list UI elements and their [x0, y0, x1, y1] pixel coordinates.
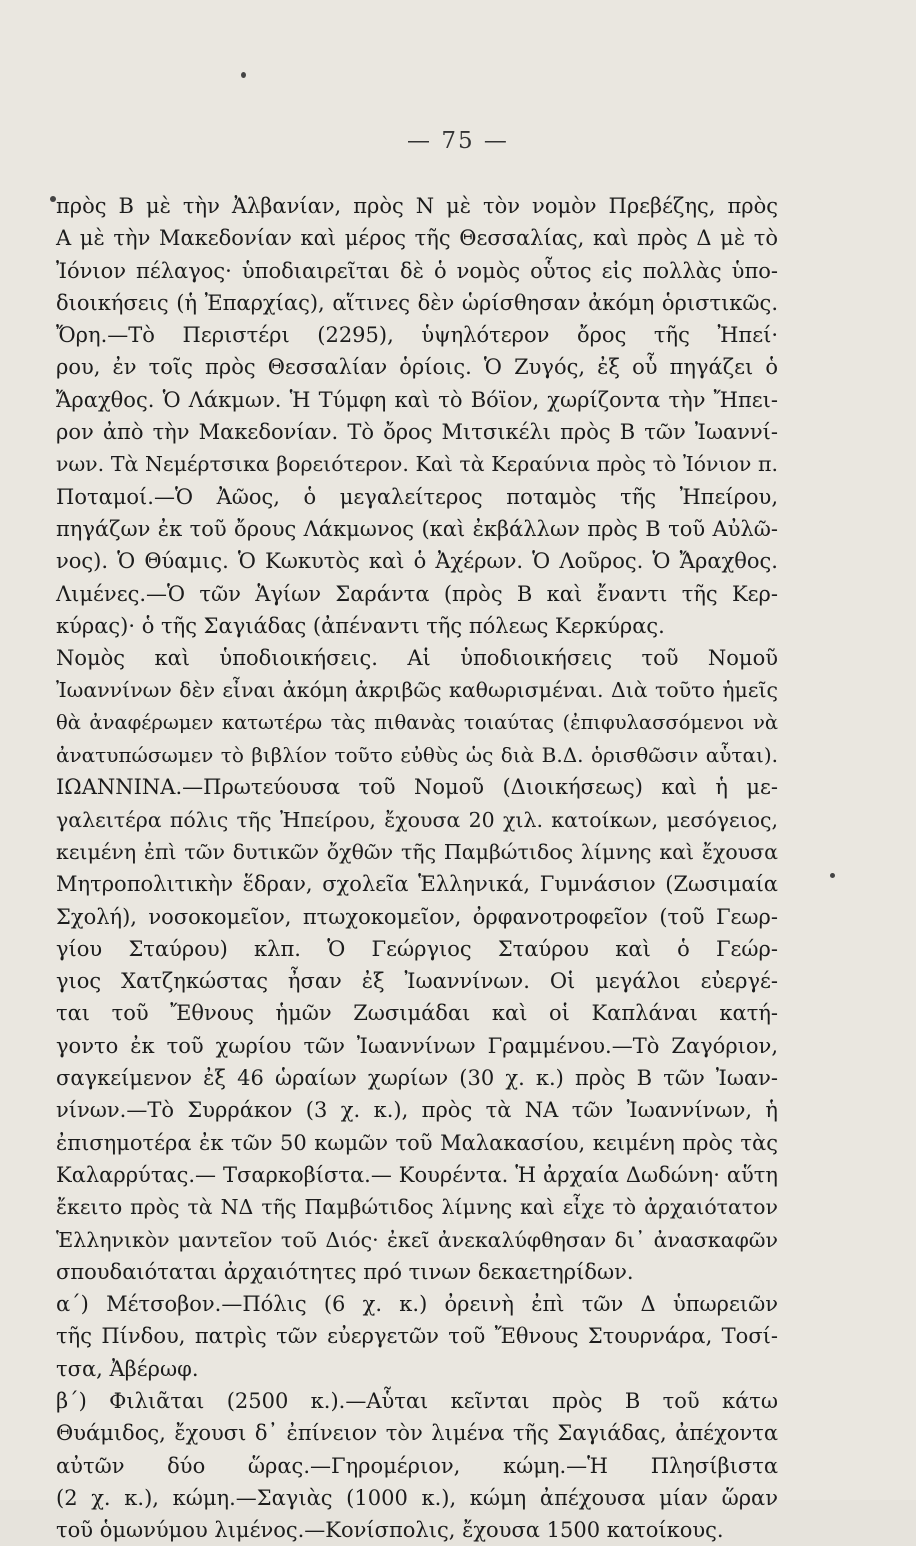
- text-line: νων. Τὰ Νεμέρτσικα βορειότερον. Καὶ τὰ Κεραύνια πρὸς τὸ Ἰόνιον π.: [56, 452, 778, 477]
- text-line: κειμένη ἐπὶ τῶν δυτικῶν ὄχθῶν τῆς Παμβώτιδος λίμνης καὶ ἔχουσα: [56, 839, 778, 864]
- text-line: σπουδαιόταται ἀρχαιότητες πρό τινων δεκαετηρίδων.: [56, 1259, 634, 1284]
- text-line: πηγάζων ἐκ τοῦ ὄρους Λάκμωνος (καὶ ἐκβάλλων πρὸς Β τοῦ Αὐλῶ-: [56, 516, 778, 541]
- text-line: ἔκειτο πρὸς τὰ ΝΔ τῆς Παμβώτιδος λίμνης καὶ εἶχε τὸ ἀρχαιότατον: [56, 1195, 778, 1220]
- text-line: Ὄρη.—Τὸ Περιστέρι (2295), ὑψηλότερον ὄρος τῆς Ἠπεί·: [56, 323, 778, 348]
- text-line: γαλειτέρα πόλις τῆς Ἠπείρου, ἔχουσα 20 χιλ. κατοίκων, μεσόγειος,: [56, 807, 778, 832]
- text-line: ρον ἀπὸ τὴν Μακεδονίαν. Τὸ ὄρος Μιτσικέλι πρὸς Β τῶν Ἰωαννί-: [56, 420, 778, 445]
- text-line: νος). Ὁ Θύαμις. Ὁ Κωκυτὸς καὶ ὁ Ἀχέρων. Ὁ Λοῦρος. Ὁ Ἄραχθος.: [56, 549, 778, 574]
- text-line: ται τοῦ Ἔθνους ἡμῶν Ζωσιμάδαι καὶ οἱ Καπλάναι κατή-: [56, 1001, 778, 1026]
- text-line: ἐπισημοτέρα ἐκ τῶν 50 κωμῶν τοῦ Μαλακασίου, κειμένη πρὸς τὰς: [56, 1130, 778, 1155]
- text-line: γιος Χατζηκώστας ἦσαν ἐξ Ἰωαννίνων. Οἱ μεγάλοι εὐεργέ-: [56, 969, 778, 994]
- text-line: Μητροπολιτικὴν ἕδραν, σχολεῖα Ἑλληνικά, Γυμνάσιον (Ζωσιμαία: [56, 872, 778, 897]
- text-line: Ἑλληνικὸν μαντεῖον τοῦ Διός· ἐκεῖ ἀνεκαλύφθησαν δι᾽ ἀνασκαφῶν: [56, 1227, 778, 1252]
- text-line: διοικήσεις (ἡ Ἐπαρχίας), αἵτινες δὲν ὡρίσθησαν ἀκόμη ὁριστικῶς.: [56, 290, 778, 315]
- text-line: β΄) Φιλιᾶται (2500 κ.).—Αὗται κεῖνται πρὸς Β τοῦ κάτω: [56, 1388, 778, 1413]
- text-line: Ἰόνιον πέλαγος· ὑποδιαιρεῖται δὲ ὁ νομὸς οὗτος εἰς πολλὰς ὑπο-: [56, 258, 778, 283]
- text-line: ρου, ἐν τοῖς πρὸς Θεσσαλίαν ὁρίοις. Ὁ Ζυγός, ἐξ οὗ πηγάζει ὁ: [56, 355, 778, 380]
- text-line: αὐτῶν δύο ὥρας.—Γηρομέριον, κώμη.—Ἡ Πλησίβιστα: [56, 1453, 778, 1478]
- page-number: — 75 —: [407, 128, 509, 154]
- text-line: (2 χ. κ.), κώμη.—Σαγιὰς (1000 κ.), κώμη ἀπέχουσα μίαν ὥραν: [56, 1485, 778, 1510]
- text-line: γοντο ἐκ τοῦ χωρίου τῶν Ἰωαννίνων Γραμμένου.—Τὸ Ζαγόριον,: [56, 1033, 778, 1058]
- text-line: νίνων.—Τὸ Συρράκον (3 χ. κ.), πρὸς τὰ ΝΑ τῶν Ἰωαννίνων, ἡ: [56, 1098, 778, 1123]
- ink-speck: [830, 873, 835, 878]
- text-line: τοῦ ὁμωνύμου λιμένος.—Κονίσπολις, ἔχουσα 1500 κατοίκους.: [56, 1518, 724, 1543]
- text-line: Σχολή), νοσοκομεῖον, πτωχοκομεῖον, ὀρφανοτροφεῖον (τοῦ Γεωρ-: [56, 904, 778, 929]
- text-line: πρὸς Β μὲ τὴν Ἀλβανίαν, πρὸς Ν μὲ τὸν νομὸν Πρεβέζης, πρὸς: [56, 194, 778, 218]
- text-line: α΄) Μέτσοβον.—Πόλις (6 χ. κ.) ὀρεινὴ ἐπὶ τῶν Δ ὑπωρειῶν: [56, 1292, 778, 1317]
- text-line: τῆς Πίνδου, πατρὶς τῶν εὐεργετῶν τοῦ Ἔθνους Στουρνάρα, Τοσί-: [56, 1324, 778, 1349]
- text-line: Λιμένες.—Ὁ τῶν Ἁγίων Σαράντα (πρὸς Β καὶ ἔναντι τῆς Κερ-: [56, 581, 778, 606]
- ink-speck: [241, 72, 246, 78]
- text-line: Νομὸς καὶ ὑποδιοικήσεις. Αἱ ὑποδιοικήσεις τοῦ Νομοῦ: [56, 646, 778, 671]
- text-line: Ἰωαννίνων δὲν εἶναι ἀκόμη ἀκριβῶς καθωρισμέναι. Διὰ τοῦτο ἡμεῖς: [56, 678, 778, 703]
- text-line: Ἄραχθος. Ὁ Λάκμων. Ἡ Τύμφη καὶ τὸ Βόϊον, χωρίζοντα τὴν Ἤπει-: [56, 387, 778, 412]
- text-line: Θυάμιδος, ἔχουσι δ᾽ ἐπίνειον τὸν λιμένα τῆς Σαγιάδας, ἀπέχοντα: [56, 1421, 778, 1446]
- text-line: Α μὲ τὴν Μακεδονίαν καὶ μέρος τῆς Θεσσαλίας, καὶ πρὸς Δ μὲ τὸ: [56, 226, 778, 251]
- text-line: γίου Σταύρου) κλπ. Ὁ Γεώργιος Σταύρου καὶ ὁ Γεώρ-: [56, 936, 778, 961]
- body-text: [56, 190, 778, 1546]
- text-line: σαγκείμενον ἐξ 46 ὡραίων χωρίων (30 χ. κ.) πρὸς Β τῶν Ἰωαν-: [56, 1066, 778, 1091]
- text-line: Καλαρρύτας.— Τσαρκοβίστα.— Κουρέντα. Ἡ ἀρχαία Δωδώνη· αὕτη: [56, 1162, 778, 1187]
- text-line: τσα, Ἀβέρωφ.: [56, 1356, 199, 1381]
- text-line: Ποταμοί.—Ὁ Ἀῶος, ὁ μεγαλείτερος ποταμὸς τῆς Ἠπείρου,: [56, 484, 778, 509]
- text-line: ΙΩΑΝΝΙΝΑ.—Πρωτεύουσα τοῦ Νομοῦ (Διοικήσεως) καὶ ἡ με-: [56, 775, 778, 800]
- text-line: κύρας)· ὁ τῆς Σαγιάδας (ἀπέναντι τῆς πόλεως Κερκύρας.: [56, 613, 665, 638]
- text-line: θὰ ἀναφέρωμεν κατωτέρω τὰς πιθανὰς τοιαύτας (ἐπιφυλασσόμενοι νὰ: [56, 710, 778, 734]
- text-line: ἀνατυπώσωμεν τὸ βιβλίον τοῦτο εὐθὺς ὡς διὰ Β.Δ. ὁρισθῶσιν αὗται).: [56, 743, 778, 768]
